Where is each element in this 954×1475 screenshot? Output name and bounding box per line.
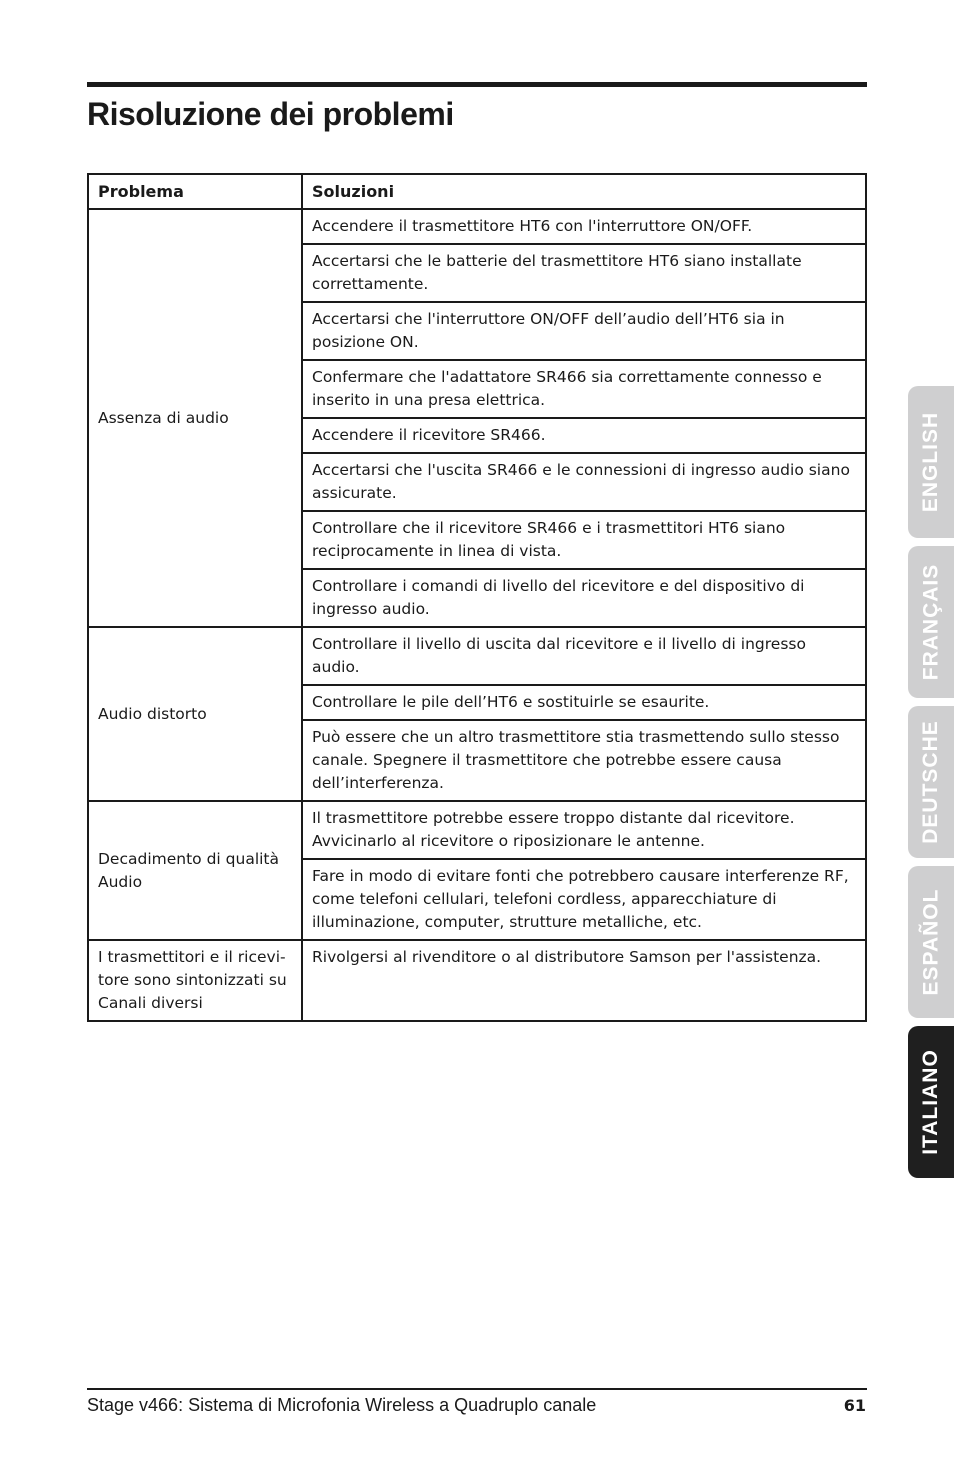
solution-cell: Accertarsi che l'uscita SR466 e le connessioni di ingresso audio siano assicurate. xyxy=(302,453,866,511)
troubleshooting-table xyxy=(87,173,867,1022)
table-header-row xyxy=(88,174,866,209)
table-row xyxy=(88,801,866,859)
solution-cell: Il trasmettitore potrebbe essere troppo distante dal ricevitore. Avvicinarlo al ricevitore o riposizionare le antenne. xyxy=(302,801,866,859)
tab-espanol[interactable] xyxy=(908,866,954,1018)
tab-italiano[interactable] xyxy=(908,1026,954,1178)
footer-rule xyxy=(87,1388,867,1390)
header-problem: Problema xyxy=(88,174,302,209)
tab-francais[interactable] xyxy=(908,546,954,698)
solution-cell: Accertarsi che le batterie del trasmettitore HT6 siano installate correttamente. xyxy=(302,244,866,302)
problem-cell: Assenza di audio xyxy=(88,209,302,627)
tab-espanol-label: ESPAÑOL xyxy=(919,888,942,996)
page-title: Risoluzione dei problemi xyxy=(87,96,454,132)
footer-product-name: Stage v466: Sistema di Microfonia Wireless a Quadruplo canale xyxy=(87,1395,597,1415)
solution-cell: Accendere il ricevitore SR466. xyxy=(302,418,866,453)
table-row xyxy=(88,209,866,244)
language-tabs xyxy=(908,386,954,1186)
solution-cell: Controllare il livello di uscita dal ricevitore e il livello di ingresso audio. xyxy=(302,627,866,685)
solution-cell: Confermare che l'adattatore SR466 sia correttamente connesso e inserito in una presa elettrica. xyxy=(302,360,866,418)
problem-cell: Audio distorto xyxy=(88,627,302,801)
solution-cell: Controllare i comandi di livello del ricevitore e del dispositivo di ingresso audio. xyxy=(302,569,866,627)
tab-english[interactable] xyxy=(908,386,954,538)
tab-english-label: ENGLISH xyxy=(919,411,942,513)
tab-italiano-label: ITALIANO xyxy=(919,1049,943,1155)
table-row xyxy=(88,940,866,1021)
problem-cell: I trasmettitori e il ricevi-tore sono sintonizzati su Canali diversi xyxy=(88,940,302,1021)
tab-deutsche-label: DEUTSCHE xyxy=(919,720,943,844)
solution-cell: Controllare che il ricevitore SR466 e i trasmettitori HT6 siano reciprocamente in linea di vista. xyxy=(302,511,866,569)
title-rule xyxy=(87,82,867,87)
problem-cell: Decadimento di qualità Audio xyxy=(88,801,302,940)
solution-cell: Accendere il trasmettitore HT6 con l'interruttore ON/OFF. xyxy=(302,209,866,244)
header-solutions: Soluzioni xyxy=(302,174,866,209)
solution-cell: Accertarsi che l'interruttore ON/OFF dell’audio dell’HT6 sia in posizione ON. xyxy=(302,302,866,360)
page-number: 61 xyxy=(843,1396,866,1415)
tab-deutsche[interactable] xyxy=(908,706,954,858)
solution-cell: Può essere che un altro trasmettitore stia trasmettendo sullo stesso canale. Spegnere il trasmettitore che potrebbe essere causa dell’interferenza. xyxy=(302,720,866,801)
solution-cell: Rivolgersi al rivenditore o al distributore Samson per l'assistenza. xyxy=(302,940,866,1021)
table-row xyxy=(88,627,866,685)
tab-francais-label: FRANÇAIS xyxy=(919,563,942,681)
solution-cell: Fare in modo di evitare fonti che potrebbero causare interferenze RF, come telefoni cellulari, telefoni cordless, apparecchiature di illuminazione, computer, strutture metalliche, etc. xyxy=(302,859,866,940)
solution-cell: Controllare le pile dell’HT6 e sostituirle se esaurite. xyxy=(302,685,866,720)
